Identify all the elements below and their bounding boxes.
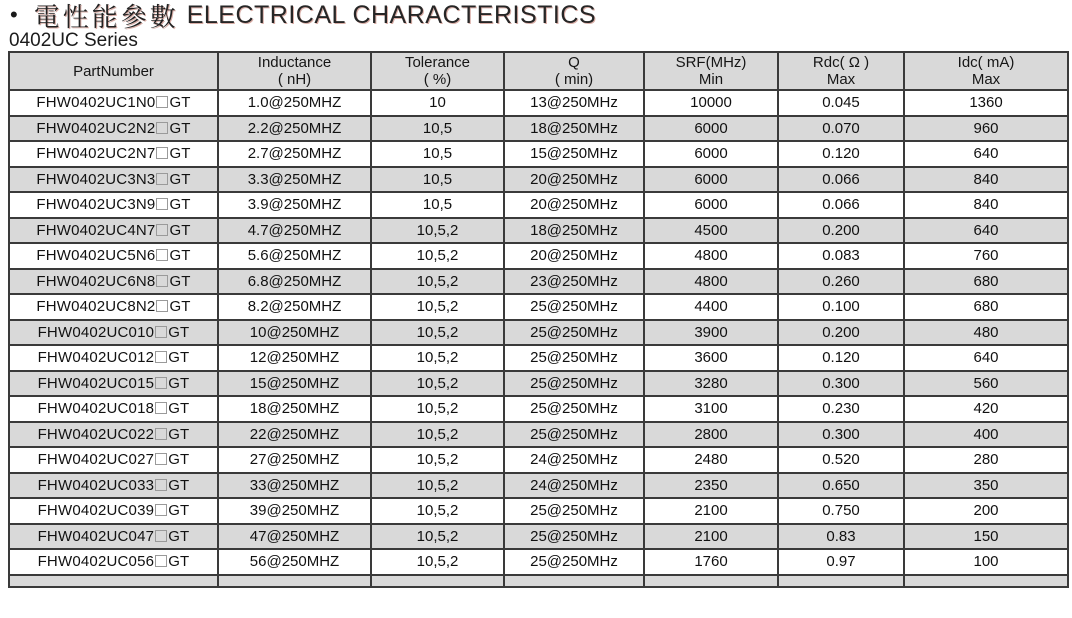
code-placeholder-square-icon xyxy=(155,504,167,516)
cell-tolerance: 10,5,2 xyxy=(371,498,504,524)
cell-srf: 2350 xyxy=(644,473,778,499)
code-placeholder-square-icon xyxy=(155,555,167,567)
table-header xyxy=(9,52,1068,90)
table-row xyxy=(9,524,1068,550)
page-title-english: ELECTRICAL CHARACTERISTICS xyxy=(186,0,597,29)
cell-tolerance: 10,5,2 xyxy=(371,549,504,575)
col-header-inductance: Inductance ( nH) xyxy=(218,52,371,90)
col-header-idc: Idc( mA) Max xyxy=(904,52,1068,90)
page-title xyxy=(0,0,1072,30)
cell-srf: 2800 xyxy=(644,422,778,448)
cell-rdc: 0.300 xyxy=(778,371,904,397)
table-row xyxy=(9,141,1068,167)
cell-q: 25@250MHz xyxy=(504,549,644,575)
cell-q: 20@250MHz xyxy=(504,243,644,269)
cell-part-number: FHW0402UC015 GT xyxy=(9,371,218,397)
cell-tolerance: 10,5,2 xyxy=(371,243,504,269)
cell-srf: 4500 xyxy=(644,218,778,244)
table-row xyxy=(9,422,1068,448)
table-row xyxy=(9,549,1068,575)
cell-srf: 3600 xyxy=(644,345,778,371)
cell-inductance: 8.2@250MHZ xyxy=(218,294,371,320)
cell-part-number: FHW0402UC5N6 GT xyxy=(9,243,218,269)
cell-part-number: FHW0402UC2N7 GT xyxy=(9,141,218,167)
cell-q: 13@250MHz xyxy=(504,90,644,116)
cell-inductance: 27@250MHZ xyxy=(218,447,371,473)
code-placeholder-square-icon xyxy=(156,224,168,236)
cell-tolerance: 10,5,2 xyxy=(371,447,504,473)
cell-idc: 420 xyxy=(904,396,1068,422)
code-placeholder-square-icon xyxy=(155,453,167,465)
cell-idc: 400 xyxy=(904,422,1068,448)
cell-idc: 640 xyxy=(904,218,1068,244)
cell-part-number: FHW0402UC1N0 GT xyxy=(9,90,218,116)
cell-tolerance: 10,5,2 xyxy=(371,320,504,346)
col-header-q: Q ( min) xyxy=(504,52,644,90)
cell-q: 25@250MHz xyxy=(504,498,644,524)
cell-part-number: FHW0402UC4N7 GT xyxy=(9,218,218,244)
code-placeholder-square-icon xyxy=(156,147,168,159)
cell-tolerance: 10,5 xyxy=(371,116,504,142)
code-placeholder-square-icon xyxy=(155,479,167,491)
code-placeholder-square-icon xyxy=(155,326,167,338)
cell-idc: 640 xyxy=(904,345,1068,371)
cell-idc: 480 xyxy=(904,320,1068,346)
cell-part-number: FHW0402UC027 GT xyxy=(9,447,218,473)
cell-q: 25@250MHz xyxy=(504,396,644,422)
cell-idc: 350 xyxy=(904,473,1068,499)
cell-q: 25@250MHz xyxy=(504,524,644,550)
cell-part-number: FHW0402UC039 GT xyxy=(9,498,218,524)
cell-tolerance: 10,5,2 xyxy=(371,269,504,295)
cell-rdc: 0.066 xyxy=(778,192,904,218)
cell-q: 25@250MHz xyxy=(504,371,644,397)
cell-part-number: FHW0402UC012 GT xyxy=(9,345,218,371)
cell-srf: 1760 xyxy=(644,549,778,575)
code-placeholder-square-icon xyxy=(156,96,168,108)
cell-rdc: 0.120 xyxy=(778,345,904,371)
cell-inductance: 2.7@250MHZ xyxy=(218,141,371,167)
cell-rdc: 0.100 xyxy=(778,294,904,320)
cell-rdc: 0.120 xyxy=(778,141,904,167)
cell-idc: 960 xyxy=(904,116,1068,142)
cell-idc: 150 xyxy=(904,524,1068,550)
table-row xyxy=(9,243,1068,269)
cell-idc: 280 xyxy=(904,447,1068,473)
table-row xyxy=(9,269,1068,295)
cell-inductance: 22@250MHZ xyxy=(218,422,371,448)
cell-part-number: FHW0402UC018 GT xyxy=(9,396,218,422)
code-placeholder-square-icon xyxy=(155,377,167,389)
cell-tolerance: 10 xyxy=(371,90,504,116)
cell-part-number: FHW0402UC047 GT xyxy=(9,524,218,550)
cell-idc: 680 xyxy=(904,294,1068,320)
bullet-icon: • xyxy=(10,2,18,27)
table-row xyxy=(9,447,1068,473)
cell-tolerance: 10,5,2 xyxy=(371,422,504,448)
cell-srf: 6000 xyxy=(644,116,778,142)
cell-srf: 4400 xyxy=(644,294,778,320)
cell-inductance: 3.3@250MHZ xyxy=(218,167,371,193)
cell-idc: 680 xyxy=(904,269,1068,295)
cell-inductance: 12@250MHZ xyxy=(218,345,371,371)
cell-srf: 6000 xyxy=(644,192,778,218)
code-placeholder-square-icon xyxy=(156,122,168,134)
code-placeholder-square-icon xyxy=(155,530,167,542)
table-body xyxy=(9,90,1068,575)
cell-inductance: 5.6@250MHZ xyxy=(218,243,371,269)
cell-tolerance: 10,5,2 xyxy=(371,294,504,320)
cell-inductance: 33@250MHZ xyxy=(218,473,371,499)
cell-rdc: 0.045 xyxy=(778,90,904,116)
col-header-srf: SRF(MHz) Min xyxy=(644,52,778,90)
cell-rdc: 0.070 xyxy=(778,116,904,142)
cell-q: 20@250MHz xyxy=(504,192,644,218)
cell-srf: 2480 xyxy=(644,447,778,473)
cell-srf: 2100 xyxy=(644,498,778,524)
cell-inductance: 10@250MHZ xyxy=(218,320,371,346)
cell-inductance: 39@250MHZ xyxy=(218,498,371,524)
cell-part-number: FHW0402UC6N8 GT xyxy=(9,269,218,295)
code-placeholder-square-icon xyxy=(156,249,168,261)
cell-srf: 3280 xyxy=(644,371,778,397)
cell-part-number: FHW0402UC056 GT xyxy=(9,549,218,575)
cell-idc: 200 xyxy=(904,498,1068,524)
code-placeholder-square-icon xyxy=(155,402,167,414)
cell-rdc: 0.650 xyxy=(778,473,904,499)
cell-q: 24@250MHz xyxy=(504,473,644,499)
cell-tolerance: 10,5,2 xyxy=(371,371,504,397)
series-subtitle: 0402UC Series xyxy=(9,30,138,51)
table-row xyxy=(9,396,1068,422)
cell-part-number: FHW0402UC3N9 GT xyxy=(9,192,218,218)
cell-idc: 840 xyxy=(904,167,1068,193)
cell-rdc: 0.520 xyxy=(778,447,904,473)
cell-q: 24@250MHz xyxy=(504,447,644,473)
cell-idc: 760 xyxy=(904,243,1068,269)
cell-tolerance: 10,5 xyxy=(371,192,504,218)
cell-rdc: 0.750 xyxy=(778,498,904,524)
cell-tolerance: 10,5 xyxy=(371,141,504,167)
cell-inductance: 56@250MHZ xyxy=(218,549,371,575)
cell-rdc: 0.260 xyxy=(778,269,904,295)
table-row xyxy=(9,218,1068,244)
cell-tolerance: 10,5,2 xyxy=(371,524,504,550)
page-title-chinese: 電性能參數 xyxy=(33,1,179,32)
cell-part-number: FHW0402UC8N2 GT xyxy=(9,294,218,320)
code-placeholder-square-icon xyxy=(155,351,167,363)
cell-srf: 2100 xyxy=(644,524,778,550)
cell-rdc: 0.230 xyxy=(778,396,904,422)
table-row xyxy=(9,116,1068,142)
table-row xyxy=(9,345,1068,371)
cell-part-number: FHW0402UC3N3 GT xyxy=(9,167,218,193)
cell-q: 25@250MHz xyxy=(504,320,644,346)
cell-tolerance: 10,5,2 xyxy=(371,473,504,499)
cell-q: 25@250MHz xyxy=(504,422,644,448)
cell-part-number: FHW0402UC2N2 GT xyxy=(9,116,218,142)
code-placeholder-square-icon xyxy=(156,300,168,312)
cell-part-number: FHW0402UC010 GT xyxy=(9,320,218,346)
cell-srf: 3900 xyxy=(644,320,778,346)
cell-idc: 560 xyxy=(904,371,1068,397)
cell-inductance: 1.0@250MHZ xyxy=(218,90,371,116)
code-placeholder-square-icon xyxy=(156,198,168,210)
table-row xyxy=(9,90,1068,116)
cell-rdc: 0.300 xyxy=(778,422,904,448)
cell-srf: 6000 xyxy=(644,141,778,167)
cell-part-number: FHW0402UC033 GT xyxy=(9,473,218,499)
table-row xyxy=(9,294,1068,320)
cell-q: 20@250MHz xyxy=(504,167,644,193)
table-row xyxy=(9,498,1068,524)
electrical-characteristics-table xyxy=(8,51,1069,588)
table-row xyxy=(9,192,1068,218)
cell-q: 25@250MHz xyxy=(504,345,644,371)
cell-srf: 3100 xyxy=(644,396,778,422)
cell-idc: 840 xyxy=(904,192,1068,218)
table-row xyxy=(9,320,1068,346)
cell-rdc: 0.066 xyxy=(778,167,904,193)
cell-srf: 4800 xyxy=(644,243,778,269)
cell-idc: 1360 xyxy=(904,90,1068,116)
cell-q: 18@250MHz xyxy=(504,218,644,244)
table-row xyxy=(9,473,1068,499)
cell-inductance: 2.2@250MHZ xyxy=(218,116,371,142)
cell-inductance: 47@250MHZ xyxy=(218,524,371,550)
col-header-tolerance: Tolerance ( %) xyxy=(371,52,504,90)
cell-rdc: 0.97 xyxy=(778,549,904,575)
cell-rdc: 0.200 xyxy=(778,218,904,244)
cell-srf: 6000 xyxy=(644,167,778,193)
cell-srf: 4800 xyxy=(644,269,778,295)
partial-row-cutoff xyxy=(9,575,1068,587)
cell-inductance: 4.7@250MHZ xyxy=(218,218,371,244)
cell-inductance: 18@250MHZ xyxy=(218,396,371,422)
cell-rdc: 0.83 xyxy=(778,524,904,550)
table-row xyxy=(9,575,1068,587)
cell-idc: 640 xyxy=(904,141,1068,167)
table-row xyxy=(9,167,1068,193)
cell-rdc: 0.200 xyxy=(778,320,904,346)
cell-tolerance: 10,5,2 xyxy=(371,345,504,371)
table-row xyxy=(9,371,1068,397)
cell-q: 18@250MHz xyxy=(504,116,644,142)
cell-srf: 10000 xyxy=(644,90,778,116)
cell-inductance: 3.9@250MHZ xyxy=(218,192,371,218)
cell-q: 25@250MHz xyxy=(504,294,644,320)
cell-q: 15@250MHz xyxy=(504,141,644,167)
cell-tolerance: 10,5 xyxy=(371,167,504,193)
code-placeholder-square-icon xyxy=(156,173,168,185)
cell-part-number: FHW0402UC022 GT xyxy=(9,422,218,448)
code-placeholder-square-icon xyxy=(156,275,168,287)
cell-inductance: 6.8@250MHZ xyxy=(218,269,371,295)
col-header-rdc: Rdc( Ω ) Max xyxy=(778,52,904,90)
col-header-partnumber: PartNumber xyxy=(9,52,218,90)
code-placeholder-square-icon xyxy=(155,428,167,440)
cell-rdc: 0.083 xyxy=(778,243,904,269)
cell-idc: 100 xyxy=(904,549,1068,575)
cell-tolerance: 10,5,2 xyxy=(371,396,504,422)
cell-q: 23@250MHz xyxy=(504,269,644,295)
cell-inductance: 15@250MHZ xyxy=(218,371,371,397)
cell-tolerance: 10,5,2 xyxy=(371,218,504,244)
